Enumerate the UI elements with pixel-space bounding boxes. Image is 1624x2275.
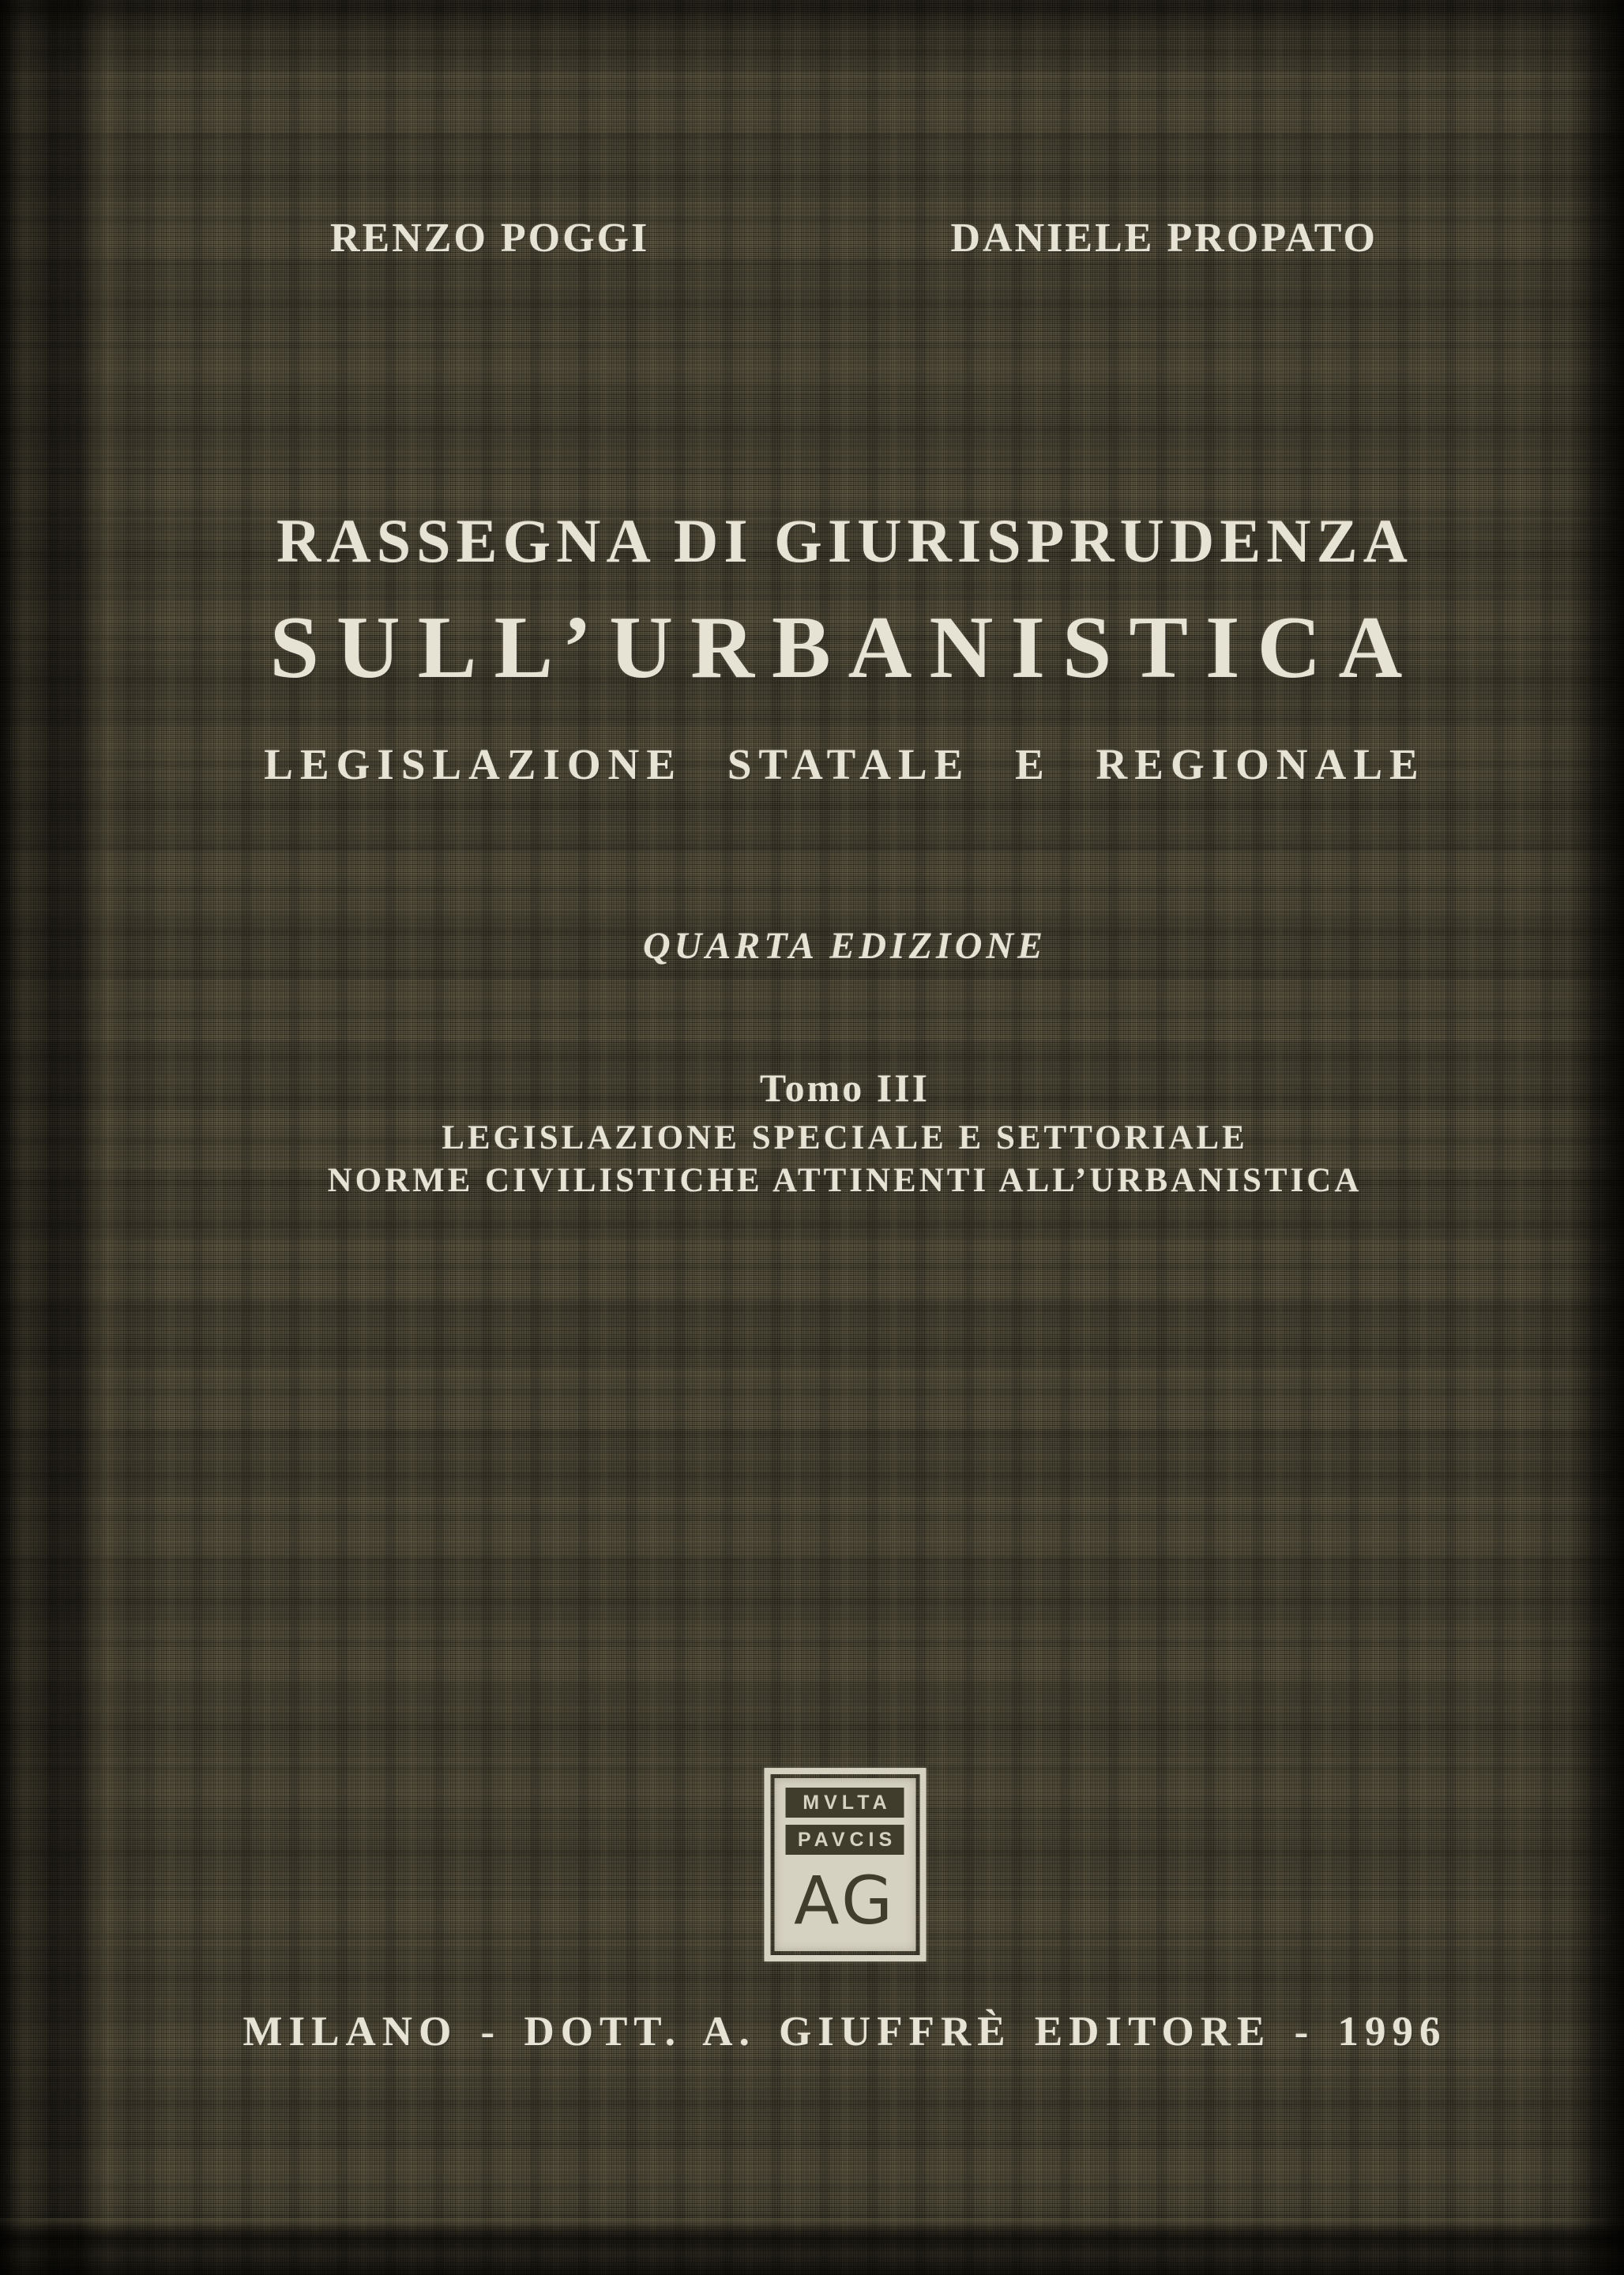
cover-content: [75, 0, 1615, 2275]
volume-label: Tomo III: [759, 1066, 930, 1110]
logo-motto-bottom: PAVCIS: [786, 1825, 904, 1855]
imprint-line: MILANO - DOTT. A. GIUFFRÈ EDITORE - 1996: [242, 2009, 1447, 2055]
volume-subtitle-1: LEGISLAZIONE SPECIALE E SETTORIALE: [442, 1119, 1248, 1156]
title-line-1: RASSEGNA DI GIURISPRUDENZA: [276, 506, 1413, 575]
author-right: DANIELE PROPATO: [950, 216, 1378, 261]
author-left: RENZO POGGI: [330, 216, 650, 261]
logo-motto-top: MVLTA: [786, 1788, 904, 1818]
publisher-logo: [764, 1768, 926, 1961]
volume-subtitle-2: NORME CIVILISTICHE ATTINENTI ALL’URBANISTICA: [327, 1162, 1363, 1199]
subtitle: LEGISLAZIONE STATALE E REGIONALE: [264, 740, 1426, 788]
logo-monogram: AG: [793, 1862, 897, 1939]
edition-label: QUARTA EDIZIONE: [642, 925, 1047, 967]
authors-row: [330, 215, 1378, 261]
publisher-logo-panel: [774, 1778, 915, 1951]
title-line-2: SULL’URBANISTICA: [269, 599, 1420, 697]
